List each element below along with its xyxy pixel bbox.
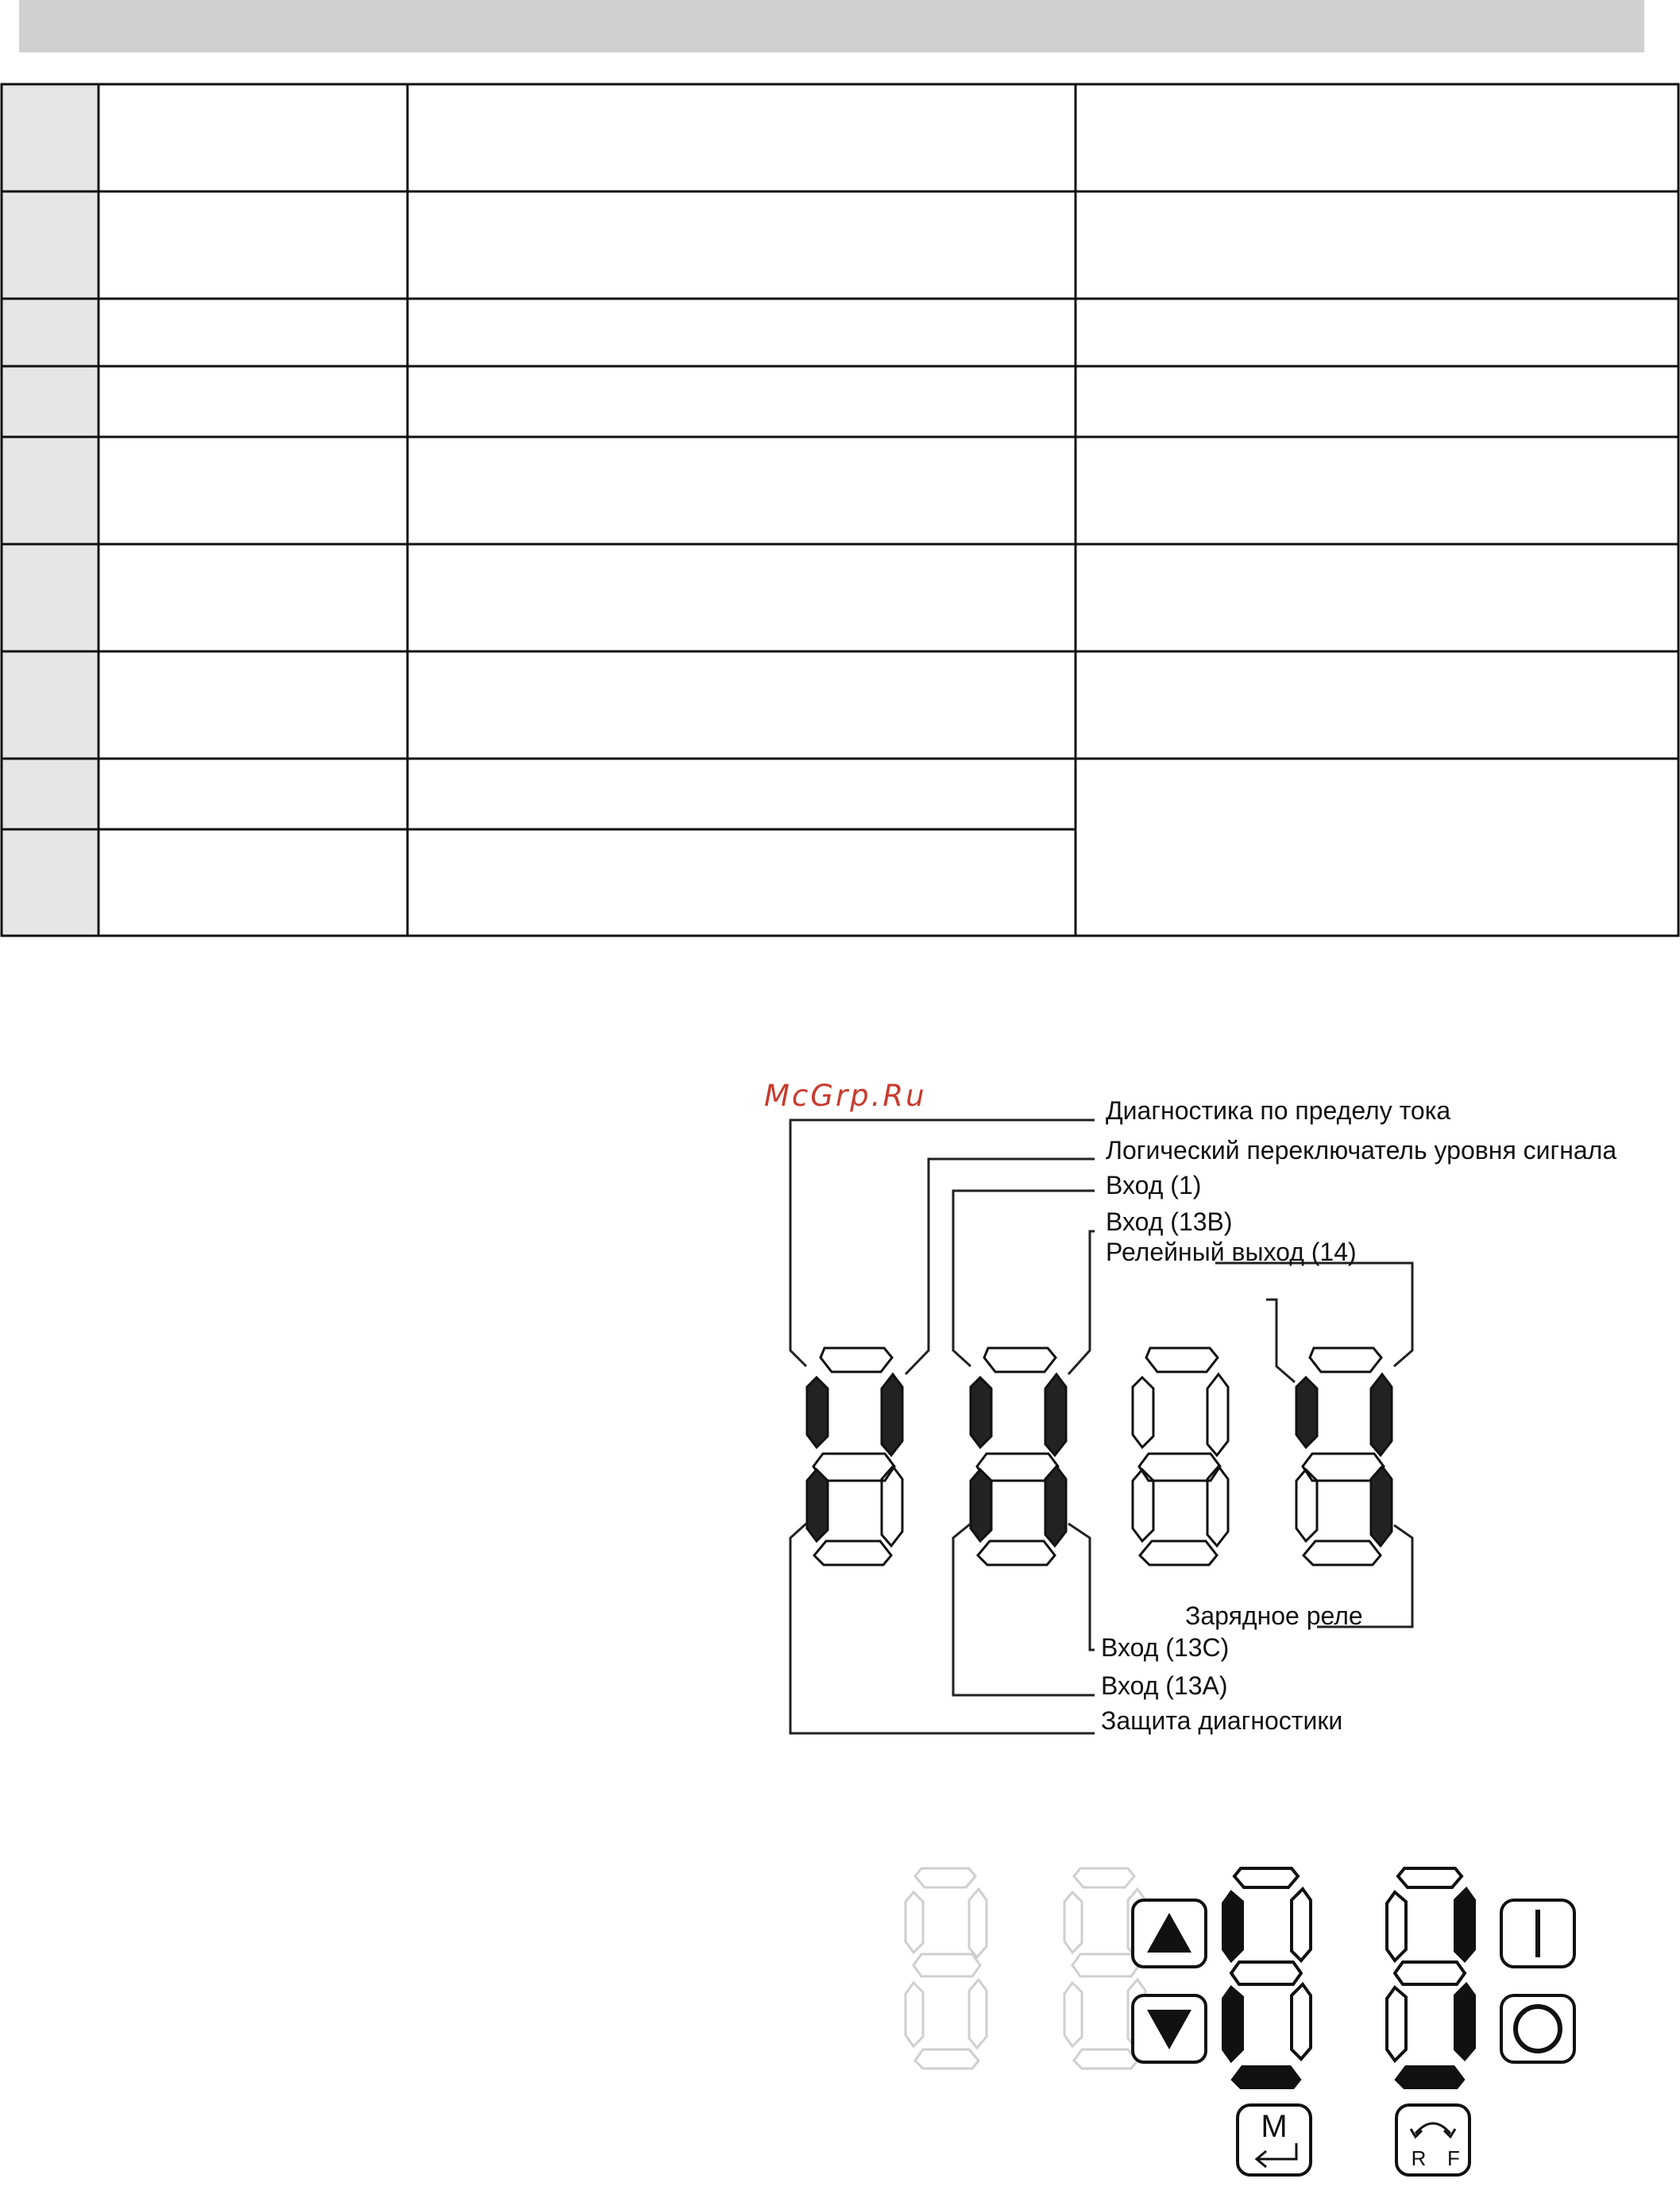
digit-1: [807, 1348, 902, 1565]
digit-4: [1296, 1348, 1392, 1565]
label-input-13a: Вход (13A): [1101, 1671, 1228, 1700]
run-bar-icon: [1535, 1910, 1540, 1957]
run-button[interactable]: [1501, 1900, 1574, 1967]
faded-digits: [906, 1868, 1145, 2069]
up-button[interactable]: [1133, 1900, 1206, 1967]
watermark: McGrp.Ru: [764, 1079, 927, 1113]
digit-6: [1387, 1868, 1474, 2088]
digit-2: [971, 1348, 1066, 1565]
label-relay-14: Релейный выход (14): [1106, 1238, 1357, 1266]
label-input-13b: Вход (13B): [1106, 1207, 1233, 1236]
mode-label: M: [1261, 2109, 1288, 2144]
header-bar: [19, 0, 1644, 52]
digit-5: [1223, 1868, 1311, 2088]
label-logic-switch: Логический переключатель уровня сигнала: [1106, 1136, 1617, 1165]
label-diag-protection: Защита диагностики: [1101, 1706, 1343, 1735]
label-current-limit: Диагностика по пределу тока: [1106, 1096, 1451, 1125]
mode-enter-button[interactable]: [1238, 2105, 1311, 2175]
reverse-label-r: R: [1411, 2146, 1427, 2170]
label-input-13c: Вход (13C): [1101, 1633, 1230, 1662]
reverse-label-f: F: [1447, 2146, 1460, 2170]
down-button[interactable]: [1133, 1995, 1206, 2062]
label-input-1: Вход (1): [1106, 1171, 1202, 1199]
label-charge-relay: Зарядное реле: [1185, 1601, 1363, 1630]
parameter-table: [0, 83, 1680, 937]
stop-button[interactable]: [1501, 1995, 1574, 2062]
digit-3: [1133, 1348, 1228, 1565]
reverse-button[interactable]: [1396, 2105, 1470, 2175]
